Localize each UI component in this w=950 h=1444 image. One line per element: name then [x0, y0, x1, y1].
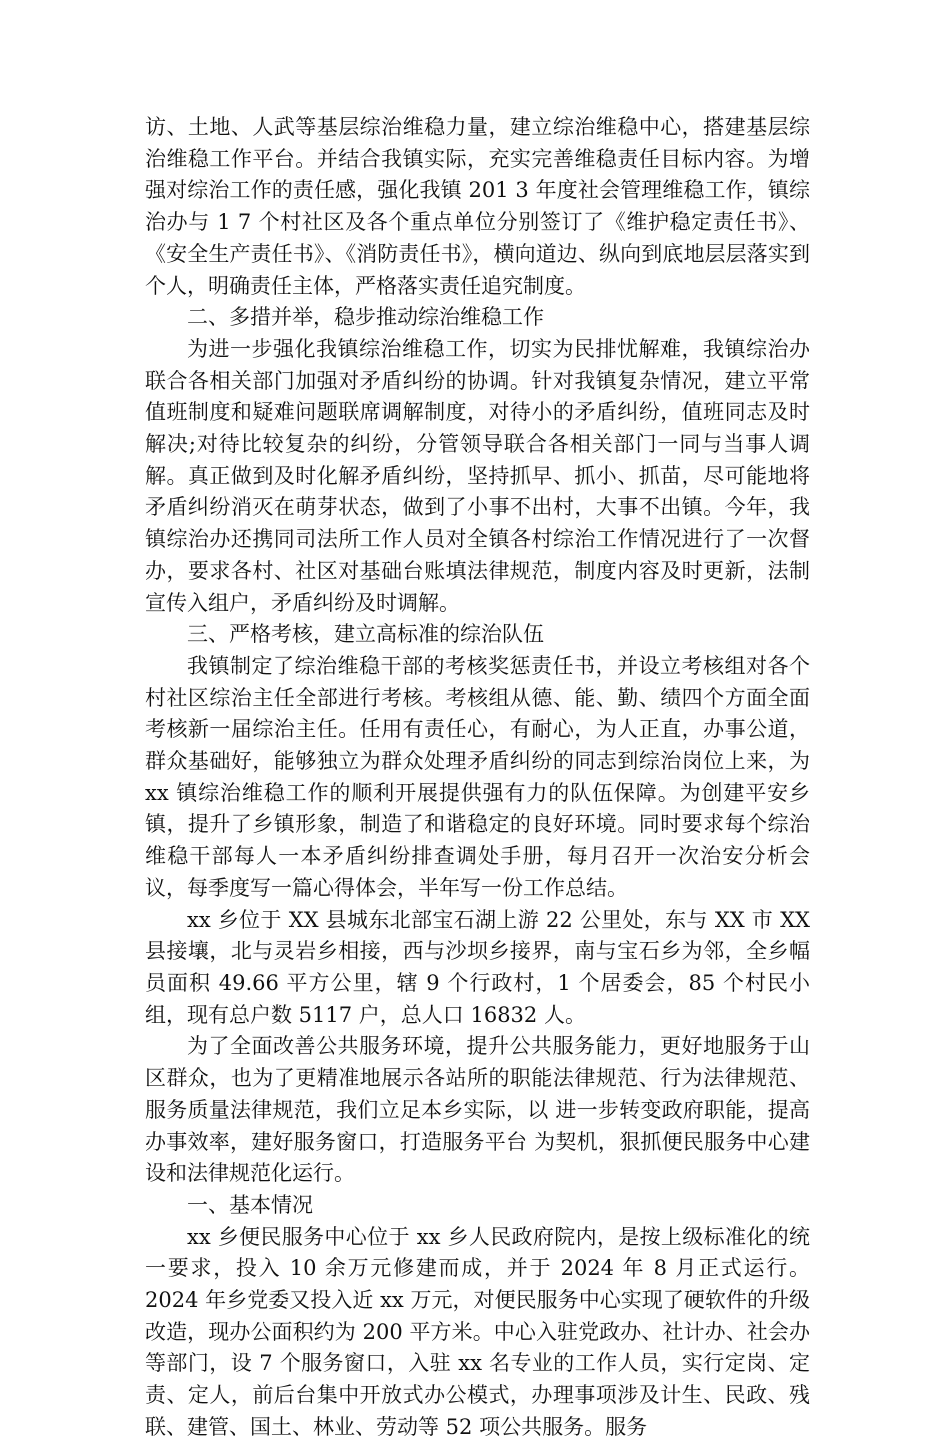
paragraph-service-center: xx 乡便民服务中心位于 xx 乡人民政府院内，是按上级标准化的统一要求，投入 10 余万元修建而成，并于 2024 年 8 月正式运行。2024 年乡党委又投入近 xx 万元，对便民服务中心实现了硬软件的升级改造，现办公面积约为 200 平方米。中心入驻党政办、社计办、社会办等部门，设 7 个服务窗口，入驻 xx 名专业的工作人员，实行定岗、定责、定人，前后台集中开放式办公模式，办理事项涉及计生、民政、残联、建管、国土、林业、劳动等 52 项公共服务。服务 [145, 1224, 810, 1439]
paragraph-assessment: 我镇制定了综治维稳干部的考核奖惩责任书，并设立考核组对各个村社区综治主任全部进行考核。考核组从德、能、勤、绩四个方面全面考核新一届综治主任。任用有责任心，有耐心，为人正直，办事公道，群众基础好，能够独立为群众处理矛盾纠纷的同志到综治岗位上来，为 xx 镇综治维稳工作的顺利开展提供强有力的队伍保障。为创建平安乡镇，提升了乡镇形象，制造了和谐稳定的良好环境。同时要求每个综治维稳干部每人一本矛盾纠纷排查调处手册，每月召开一次治安分析会议，每季度写一篇心得体会，半年写一份工作总结。 [145, 653, 810, 900]
paragraph-township-profile: xx 乡位于 XX 县城东北部宝石湖上游 22 公里处，东与 XX 市 XX 县接壤，北与灵岩乡相接，西与沙坝乡接界，南与宝石乡为邻，全乡幅员面积 49.66 平方公里，辖 9 个行政村，1 个居委会，85 个村民小组，现有总户数 5117 户，总人口 16832 人。 [145, 907, 810, 1027]
paragraph-dispute-mediation: 为进一步强化我镇综治维稳工作，切实为民排忧解难，我镇综治办联合各相关部门加强对矛盾纠纷的协调。针对我镇复杂情况，建立平常值班制度和疑难问题联席调解制度，对待小的矛盾纠纷，值班同志及时解决;对待比较复杂的纠纷，分管领导联合各相关部门一同与当事人调解。真正做到及时化解矛盾纠纷，坚持抓早、抓小、抓苗，尽可能地将矛盾纠纷消灭在萌芽状态，做到了小事不出村，大事不出镇。今年，我镇综治办还携同司法所工作人员对全镇各村综治工作情况进行了一次督办，要求各村、社区对基础台账填法律规范，制度内容及时更新，法制宣传入组户，矛盾纠纷及时调解。 [145, 336, 810, 615]
section-heading-3: 三、严格考核，建立高标准的综治队伍 [187, 622, 544, 647]
section-heading-2: 二、多措并举，稳步推动综治维稳工作 [187, 305, 544, 330]
section-heading-basic: 一、基本情况 [187, 1192, 313, 1217]
document-page [145, 112, 810, 1444]
paragraph-public-service: 为了全面改善公共服务环境，提升公共服务能力，更好地服务于山区群众，也为了更精准地展示各站所的职能法律规范、行为法律规范、服务质量法律规范，我们立足本乡实际，以 进一步转变政府职能，提高办事效率，建好服务窗口，打造服务平台 为契机，狠抓便民服务中心建设和法律规范化运行。 [145, 1034, 810, 1186]
paragraph-continuation: 访、土地、人武等基层综治维稳力量，建立综治维稳中心，搭建基层综治维稳工作平台。并结合我镇实际，充实完善维稳责任目标内容。为增强对综治工作的责任感，强化我镇 201 3 年度社会管理维稳工作，镇综治办与 1 7 个村社区及各个重点单位分别签订了《维护稳定责任书》、《安全生产责任书》、《消防责任书》，横向道边、纵向到底地层层落实到个人，明确责任主体，严格落实责任追究制度。 [145, 115, 810, 298]
